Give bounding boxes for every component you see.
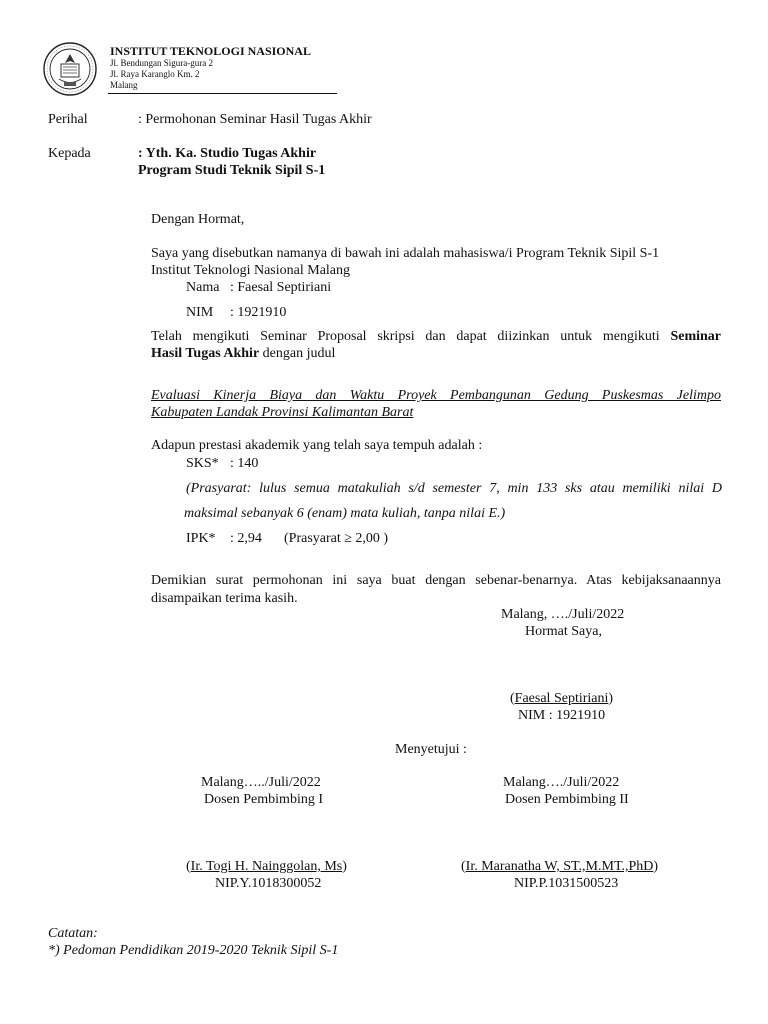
thesis-title-cont: Kabupaten Landak Provinsi Kalimantan Barat xyxy=(151,405,414,420)
signature-place-date: Malang, …./Juli/2022 xyxy=(501,607,625,622)
thesis-title: Evaluasi Kinerja Biaya dan Waktu Proyek Pembangunan Gedung Puskesmas Jelimpo xyxy=(151,388,721,403)
nama-label: Nama xyxy=(186,280,220,295)
seminar-statement: Telah mengikuti Seminar Proposal skripsi dan dapat diizinkan untuk mengikuti Seminar xyxy=(151,329,721,344)
prestasi-intro: Adapun prestasi akademik yang telah saya tempuh adalah : xyxy=(151,438,483,453)
kepada-label: Kepada xyxy=(48,146,91,161)
nim-label: NIM xyxy=(186,305,214,320)
sks-label: SKS* xyxy=(186,456,219,471)
nama-value: : Faesal Septiriani xyxy=(230,280,332,295)
left-approval-date: Malang…../Juli/2022 xyxy=(201,775,321,790)
institution-logo xyxy=(42,41,98,97)
kepada-recipient: : Yth. Ka. Studio Tugas Akhir xyxy=(138,146,317,161)
header-divider xyxy=(108,93,337,94)
closing-statement-cont: disampaikan terima kasih. xyxy=(151,591,298,606)
signature-regards: Hormat Saya, xyxy=(525,624,602,639)
perihal-value: : Permohonan Seminar Hasil Tugas Akhir xyxy=(138,112,372,127)
kepada-program: Program Studi Teknik Sipil S-1 xyxy=(138,163,326,178)
left-supervisor-name: (Ir. Togi H. Nainggolan, Ms) xyxy=(186,859,347,874)
ipk-value: : 2,94 xyxy=(230,531,262,546)
sks-value: : 140 xyxy=(230,456,259,471)
seminar-statement-cont: Hasil Tugas Akhir dengan judul xyxy=(151,346,336,361)
left-supervisor-role: Dosen Pembimbing I xyxy=(204,792,323,807)
student-signature-nim: NIM : 1921910 xyxy=(518,708,606,723)
right-approval-date: Malang…./Juli/2022 xyxy=(503,775,620,790)
closing-statement: Demikian surat permohonan ini saya buat dengan sebenar-benarnya. Atas kebijaksanaannya xyxy=(151,573,721,588)
approval-label: Menyetujui : xyxy=(395,742,467,757)
greeting: Dengan Hormat, xyxy=(151,212,245,227)
institution-name: INSTITUT TEKNOLOGI NASIONAL xyxy=(110,44,311,58)
right-supervisor-role: Dosen Pembimbing II xyxy=(505,792,629,807)
ipk-label: IPK* xyxy=(186,531,216,546)
prasyarat-note-cont: maksimal sebanyak 6 (enam) mata kuliah, tanpa nilai E.) xyxy=(184,506,506,521)
institution-city: Malang xyxy=(110,80,138,90)
perihal-label: Perihal xyxy=(48,112,88,127)
left-supervisor-nip: NIP.Y.1018300052 xyxy=(215,876,322,891)
intro-line: Saya yang disebutkan namanya di bawah ini adalah mahasiswa/i Program Teknik Sipil S-1 xyxy=(151,246,660,261)
student-signature-name: (Faesal Septiriani) xyxy=(510,691,614,706)
nim-value: : 1921910 xyxy=(230,305,287,320)
institution-address-line: Jl. Bendungan Sigura-gura 2 xyxy=(110,58,213,68)
intro-line: Institut Teknologi Nasional Malang xyxy=(151,263,351,278)
notes-line: *) Pedoman Pendidikan 2019-2020 Teknik Sipil S-1 xyxy=(48,943,339,958)
right-supervisor-nip: NIP.P.1031500523 xyxy=(514,876,619,891)
ipk-prasyarat: (Prasyarat ≥ 2,00 ) xyxy=(284,531,389,546)
notes-label: Catatan: xyxy=(48,926,98,941)
institution-address-line: Jl. Raya Karanglo Km. 2 xyxy=(110,69,200,79)
right-supervisor-name: (Ir. Maranatha W, ST.,M.MT.,PhD) xyxy=(461,859,659,874)
prasyarat-note: (Prasyarat: lulus semua matakuliah s/d semester 7, min 133 sks atau memiliki nilai D xyxy=(186,481,722,496)
